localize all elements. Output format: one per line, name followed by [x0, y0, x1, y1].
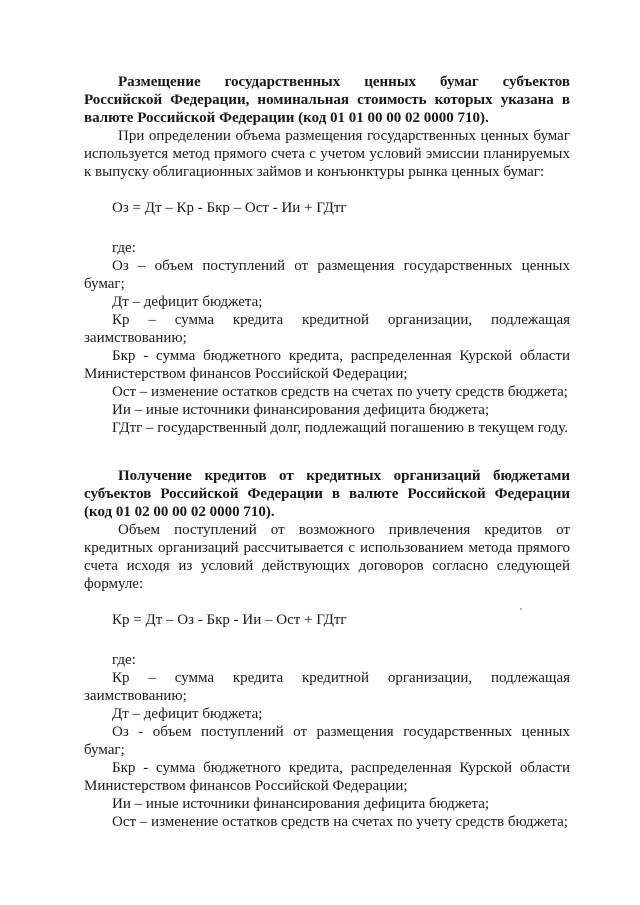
- definition-item: Дт – дефицит бюджета;: [112, 294, 263, 310]
- definition-item: Бкр - сумма бюджетного кредита, распределенная Курской области Министерством финансов Российской Федерации;: [84, 348, 570, 382]
- definition-item: Бкр - сумма бюджетного кредита, распределенная Курской области Министерством финансов Российской Федерации;: [84, 760, 570, 794]
- definition-item: ГДтг – государственный долг, подлежащий погашению в текущем году.: [112, 420, 569, 436]
- where-label: где:: [112, 652, 136, 668]
- scan-speck: [520, 608, 522, 610]
- section-heading: Размещение государственных ценных бумаг субъектов Российской Федерации, номинальная стоимость которых указана в валюте Российской Федерации (код 01 01 00 00 02 0000 710).: [84, 74, 570, 126]
- section-intro: Объем поступлений от возможного привлечения кредитов от кредитных организаций рассчитывается с использованием метода прямого счета исходя из условий действующих договоров согласно следующей формуле:: [84, 522, 570, 592]
- definition-item: Оз - объем поступлений от размещения государственных ценных бумаг;: [84, 724, 570, 758]
- definition-item: Ост – изменение остатков средств на счетах по учету средств бюджета;: [112, 814, 568, 830]
- section-securities: [84, 73, 570, 437]
- definition-item: Дт – дефицит бюджета;: [112, 706, 263, 722]
- formula: Кр = Дт – Оз - Бкр - Ии – Ост + ГДтг: [112, 612, 347, 628]
- where-label: где:: [112, 240, 136, 256]
- formula: Оз = Дт – Кр - Бкр – Ост - Ии + ГДтг: [112, 200, 347, 216]
- section-credits: [84, 467, 570, 831]
- definition-item: Кр – сумма кредита кредитной организации, подлежащая заимствованию;: [84, 312, 570, 346]
- definition-item: Ии – иные источники финансирования дефицита бюджета;: [112, 402, 490, 418]
- section-intro: При определении объема размещения государственных ценных бумаг используется метод прямого счета с учетом условий эмиссии планируемых к выпуску облигационных займов и конъюнктуры рынка ценных бумаг:: [84, 128, 570, 180]
- section-heading: Получение кредитов от кредитных организаций бюджетами субъектов Российской Федерации в валюте Российской Федерации (код 01 02 00 00 02 0000 710).: [84, 468, 570, 520]
- definition-item: Ии – иные источники финансирования дефицита бюджета;: [112, 796, 490, 812]
- definition-item: Кр – сумма кредита кредитной организации, подлежащая заимствованию;: [84, 670, 570, 704]
- definition-item: Оз – объем поступлений от размещения государственных ценных бумаг;: [84, 258, 570, 292]
- definition-item: Ост – изменение остатков средств на счетах по учету средств бюджета;: [112, 384, 568, 400]
